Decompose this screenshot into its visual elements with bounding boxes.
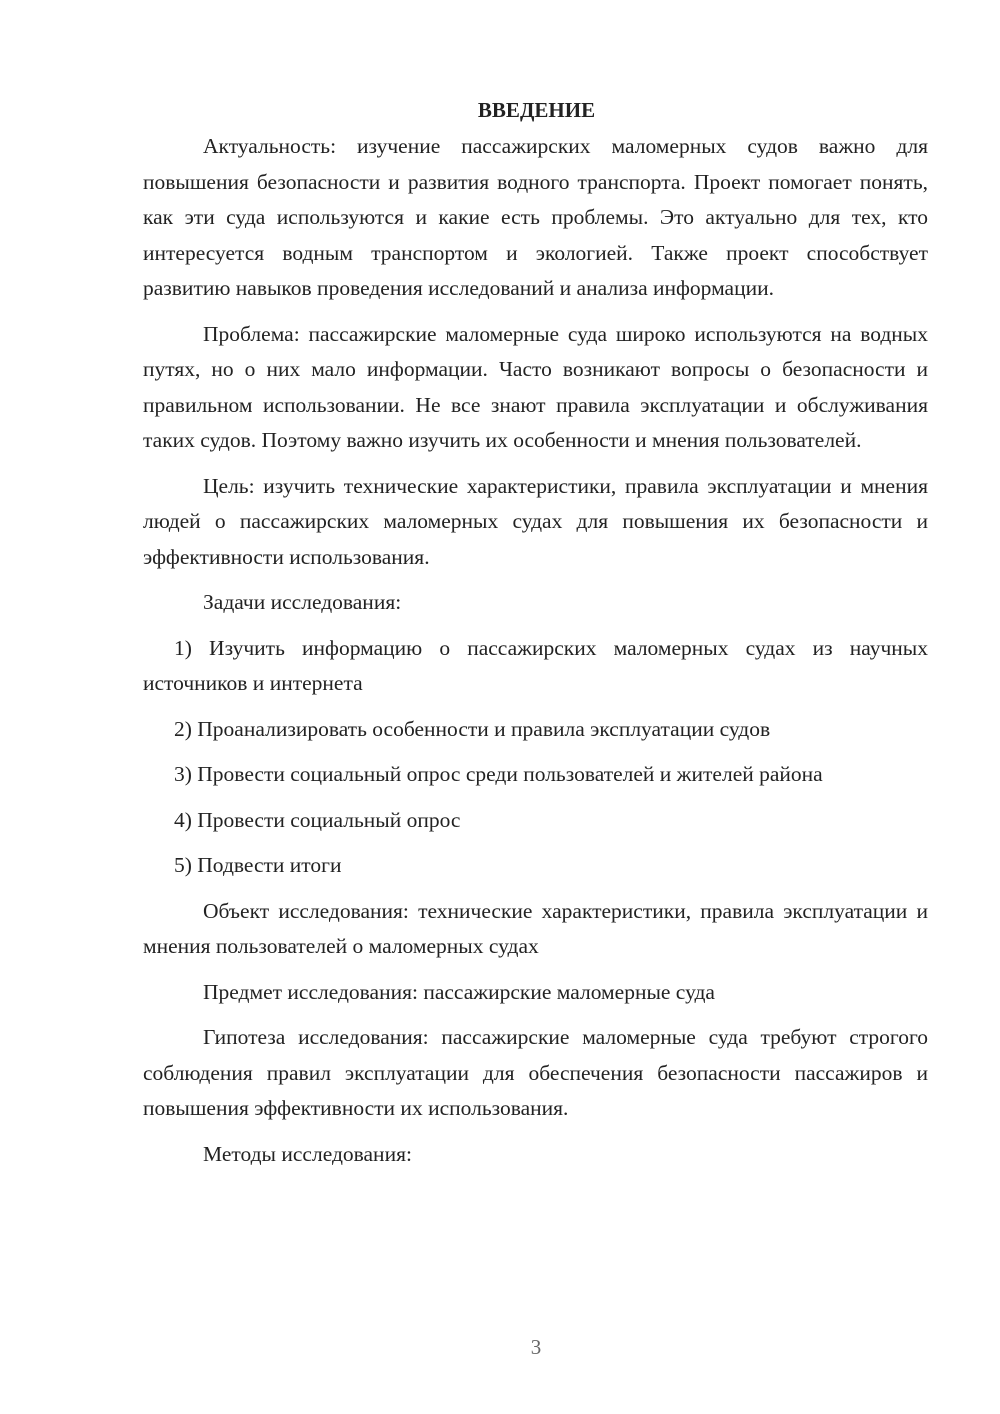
- hypothesis-paragraph: Гипотеза исследования: пассажирские маломерные суда требуют строгого соблюдения правил эксплуатации для обеспечения безопасности пассажиров и повышения эффективности их использования.: [143, 1025, 928, 1120]
- subject-paragraph: Предмет исследования: пассажирские маломерные суда: [203, 979, 715, 1004]
- object-paragraph: Объект исследования: технические характеристики, правила эксплуатации и мнения пользователей о маломерных судах: [143, 898, 928, 958]
- task-item-3: 3) Провести социальный опрос среди пользователей и жителей района: [174, 762, 823, 786]
- goal-paragraph: Цель: изучить технические характеристики, правила эксплуатации и мнения людей о пассажирских маломерных судах для повышения их безопасности и эффективности использования.: [143, 473, 928, 569]
- relevance-paragraph: Актуальность: изучение пассажирских маломерных судов важно для повышения безопасности и развития водного транспорта. Проект помогает понять, как эти суда используются и какие есть проблемы. Это актуально для тех, кто интересуется водным транспортом и экологией. Также проект способствует развитию навыков проведения исследований и анализа информации.: [143, 134, 928, 300]
- page-number: 3: [530, 1335, 542, 1359]
- task-item-5: 5) Подвести итоги: [174, 853, 342, 877]
- task-item-2: 2) Проанализировать особенности и правила эксплуатации судов: [174, 716, 771, 741]
- tasks-heading: Задачи исследования:: [203, 590, 402, 614]
- problem-paragraph: Проблема: пассажирские маломерные суда широко используются на водных путях, но о них мало информации. Часто возникают вопросы о безопасности и правильном использовании. Не все знают правила эксплуатации и обслуживания таких судов. Поэтому важно изучить их особенности и мнения пользователей.: [143, 321, 928, 452]
- methods-heading: Методы исследования:: [203, 1141, 412, 1166]
- document-body: [143, 92, 928, 1182]
- task-item-4: 4) Провести социальный опрос: [174, 807, 461, 832]
- page-title: ВВЕДЕНИЕ: [477, 98, 596, 122]
- task-item-1: 1) Изучить информацию о пассажирских маломерных судах из научных источников и интернета: [143, 635, 928, 695]
